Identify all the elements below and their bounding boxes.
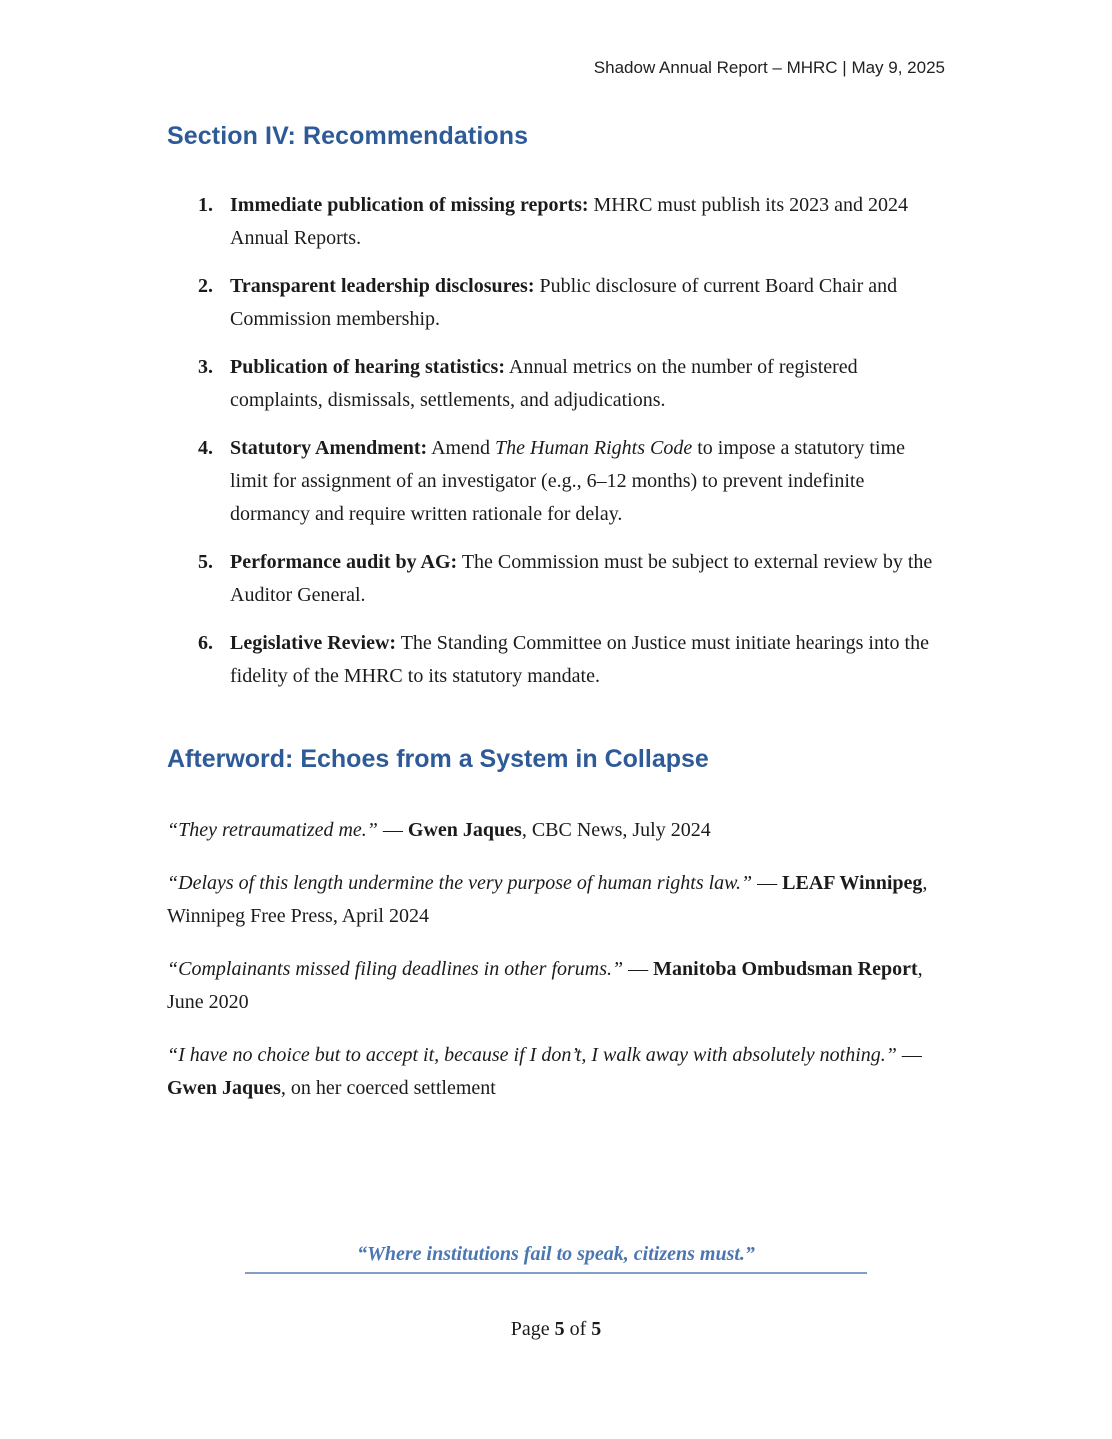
quote-attribution: Gwen Jaques xyxy=(407,819,522,841)
quote-text: “I have no choice but to accept it, because if I don’t, I walk away with absolutely nothing.” xyxy=(167,1044,897,1066)
recommendations-list xyxy=(198,189,945,693)
footer-divider xyxy=(245,1272,867,1274)
list-item-number: 5. xyxy=(198,551,213,573)
quote-paragraph xyxy=(167,814,945,847)
quote-dash: — xyxy=(752,872,783,894)
section-heading: Section IV: Recommendations xyxy=(167,122,529,150)
list-item xyxy=(198,351,945,417)
list-item-label: Statutory Amendment: xyxy=(230,437,428,459)
list-item-text xyxy=(230,432,945,531)
list-item-body: MHRC must publish its 2023 and 2024 Annual Reports. xyxy=(230,194,908,249)
list-item-label: Performance audit by AG: xyxy=(230,551,458,573)
quote-paragraph xyxy=(167,867,945,933)
page-number xyxy=(0,1318,1112,1341)
quote-attribution: Manitoba Ombudsman Report xyxy=(653,958,918,980)
list-item-tail: to impose a statutory time limit for assignment of an investigator (e.g., 6–12 months) to prevent indefinite dormancy and require written rationale for delay. xyxy=(230,437,905,525)
page-number-of: of xyxy=(564,1318,592,1340)
quote-dash: — xyxy=(623,958,654,980)
list-item-label: Transparent leadership disclosures: xyxy=(230,275,535,297)
list-item-body: The Standing Committee on Justice must initiate hearings into the fidelity of the MHRC to its statutory mandate. xyxy=(230,632,929,687)
list-item-italic-title: The Human Rights Code xyxy=(495,437,693,459)
list-item-body: The Commission must be subject to external review by the Auditor General. xyxy=(230,551,933,606)
list-item-body: Public disclosure of current Board Chair and Commission membership. xyxy=(230,275,898,330)
running-header: Shadow Annual Report – MHRC | May 9, 2025 xyxy=(593,58,945,77)
list-item-text xyxy=(230,189,945,255)
page-number-current: 5 xyxy=(554,1318,565,1340)
list-item-text xyxy=(230,627,945,693)
list-item-label: Publication of hearing statistics: xyxy=(230,356,505,378)
quote-source: , Winnipeg Free Press, April 2024 xyxy=(167,872,928,927)
quote-paragraph xyxy=(167,1039,945,1105)
list-item xyxy=(198,432,945,531)
list-item xyxy=(198,189,945,255)
list-item-number: 6. xyxy=(198,632,213,654)
list-item-label: Legislative Review: xyxy=(230,632,397,654)
quote-source: , June 2020 xyxy=(167,958,923,1013)
quote-source: , CBC News, July 2024 xyxy=(521,819,711,841)
quote-text: “They retraumatized me.” xyxy=(167,819,378,841)
list-item xyxy=(198,270,945,336)
list-item xyxy=(198,546,945,612)
quote-paragraph xyxy=(167,953,945,1019)
list-item-number: 3. xyxy=(198,356,213,378)
list-item-label: Immediate publication of missing reports: xyxy=(230,194,589,216)
footer-epigraph-block xyxy=(0,1243,1112,1274)
page-number-prefix: Page xyxy=(510,1318,555,1340)
list-item-body: Annual metrics on the number of registered complaints, dismissals, settlements, and adjudications. xyxy=(230,356,858,411)
quote-text: “Complainants missed filing deadlines in other forums.” xyxy=(167,958,624,980)
quote-attribution: LEAF Winnipeg xyxy=(782,872,923,894)
footer-epigraph: “Where institutions fail to speak, citizens must.” xyxy=(357,1243,755,1265)
quote-dash: — xyxy=(377,819,408,841)
list-item xyxy=(198,627,945,693)
list-item-number: 1. xyxy=(198,194,213,216)
list-item-text xyxy=(230,546,945,612)
list-item-body: Amend xyxy=(427,437,495,459)
page-number-total: 5 xyxy=(591,1318,602,1340)
quote-dash: — xyxy=(896,1044,922,1066)
quote-text: “Delays of this length undermine the very purpose of human rights law.” xyxy=(167,872,753,894)
list-item-number: 4. xyxy=(198,437,213,459)
list-item-text xyxy=(230,270,945,336)
list-item-text xyxy=(230,351,945,417)
quote-source: , on her coerced settlement xyxy=(280,1077,496,1099)
afterword-heading: Afterword: Echoes from a System in Collapse xyxy=(167,745,709,773)
quote-attribution: Gwen Jaques xyxy=(167,1077,281,1099)
list-item-number: 2. xyxy=(198,275,213,297)
